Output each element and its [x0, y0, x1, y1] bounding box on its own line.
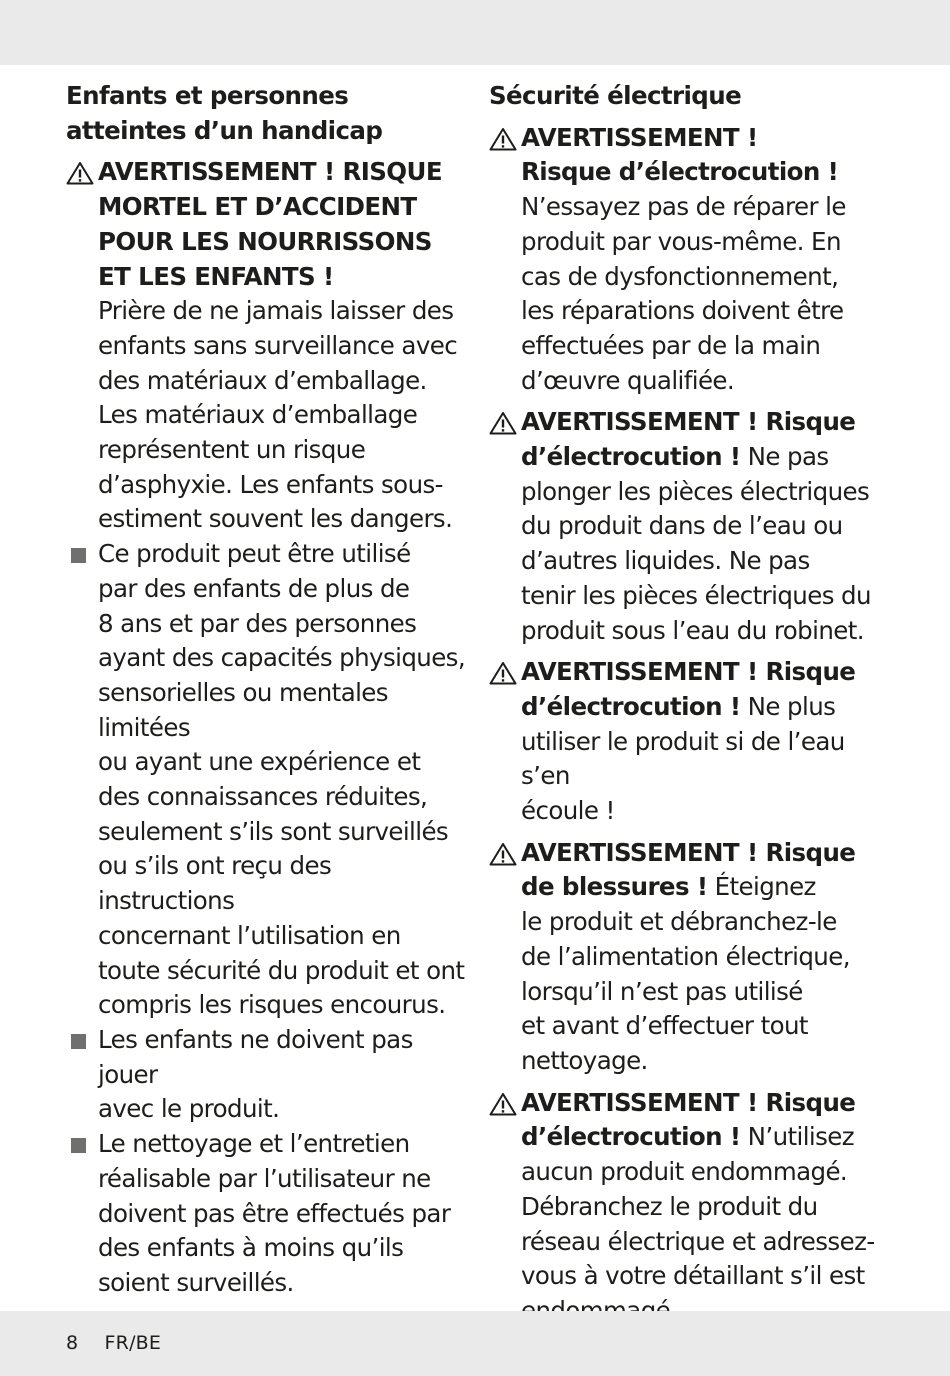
left-column [66, 79, 468, 1301]
body-line: doivent pas être effectués par [98, 1198, 451, 1228]
warning-line [521, 1190, 889, 1225]
warning-line [521, 1155, 889, 1190]
warning-title-text: AVERTISSEMENT ! [521, 122, 758, 152]
body-text: produit par vous-même. En [521, 226, 841, 256]
warning-title-text: AVERTISSEMENT ! Risque [521, 407, 856, 437]
warning-line [521, 364, 889, 399]
body-line: ou s’ils ont reçu des instructions [98, 851, 332, 916]
warning-line [521, 1009, 889, 1044]
warning-line [521, 440, 889, 475]
body-text: du produit dans de l’eau ou [521, 511, 843, 541]
warning-line [521, 579, 889, 614]
body-text: écoule ! [521, 796, 615, 826]
body-text: nettoyage. [521, 1045, 648, 1075]
body-text: de l’alimentation électrique, [521, 941, 850, 971]
warning-line [521, 155, 889, 190]
warning-body [98, 294, 468, 537]
warning-line [521, 121, 889, 156]
warning-triangle-icon [489, 1092, 517, 1116]
body-line: Prière de ne jamais laisser des [98, 296, 454, 326]
body-text: produit sous l’eau du robinet. [521, 615, 864, 645]
warning-title-line: ET LES ENFANTS ! [98, 261, 334, 291]
warning-title-text: d’électrocution ! [521, 1122, 741, 1152]
warning-list [489, 121, 889, 1329]
heading-line: atteintes d’un handicap [66, 115, 383, 145]
warning-line [521, 836, 889, 871]
list-item [66, 1023, 468, 1127]
body-text: plonger les pièces électriques [521, 476, 870, 506]
body-line: des connaissances réduites, [98, 782, 428, 812]
body-line: estiment souvent les dangers. [98, 504, 453, 534]
warning-line [521, 725, 889, 794]
warning-line [521, 1086, 889, 1121]
body-line: avec le produit. [98, 1094, 280, 1124]
body-text: utiliser le produit si de l’eau s’en [521, 726, 845, 791]
body-line: ayant des capacités physiques, [98, 643, 466, 673]
warning-title-text: Risque d’électrocution ! [521, 157, 839, 187]
body-text: tenir les pièces électriques du [521, 580, 871, 610]
warning-title-line: POUR LES NOURRISSONS [98, 226, 432, 256]
warning-block [489, 405, 889, 648]
section-heading-children [66, 79, 468, 148]
body-text: Ne pas [740, 442, 829, 472]
warning-line [521, 940, 889, 975]
body-line: réalisable par l’utilisateur ne [98, 1163, 431, 1193]
body-text: N’essayez pas de réparer le [521, 192, 846, 222]
right-column [489, 79, 889, 1329]
body-text: Éteignez [707, 872, 816, 902]
body-text: N’utilisez [740, 1122, 855, 1152]
header-band [0, 0, 950, 65]
square-bullet-icon [71, 1138, 86, 1153]
warning-block [489, 121, 889, 399]
warning-triangle-icon [489, 842, 517, 866]
warning-triangle-icon [66, 161, 94, 185]
warning-line [521, 225, 889, 260]
warning-title-text: d’électrocution ! [521, 691, 741, 721]
heading-line: Enfants et personnes [66, 81, 349, 110]
warning-title-text: de blessures ! [521, 872, 708, 902]
list-item [66, 537, 468, 1023]
warning-title-text: d’électrocution ! [521, 442, 741, 472]
body-text: lorsqu’il n’est pas utilisé [521, 976, 803, 1006]
warning-line [521, 655, 889, 690]
warning-title-line: MORTEL ET D’ACCIDENT [98, 192, 417, 222]
body-text: cas de dysfonctionnement, [521, 261, 839, 291]
warning-triangle-icon [489, 411, 517, 435]
square-bullet-icon [71, 1034, 86, 1049]
body-line: seulement s’ils sont surveillés [98, 816, 449, 846]
section-heading-electrical: Sécurité électrique [489, 81, 742, 110]
body-text: et avant d’effectuer tout [521, 1011, 808, 1041]
warning-triangle-icon [489, 661, 517, 685]
body-line: soient surveillés. [98, 1267, 294, 1297]
body-text: réseau électrique et adressez- [521, 1226, 875, 1256]
warning-line [521, 614, 889, 649]
body-line: Les matériaux d’emballage [98, 400, 418, 430]
warning-title-line: AVERTISSEMENT ! RISQUE [98, 157, 442, 187]
warning-line [521, 870, 889, 905]
body-line: d’asphyxie. Les enfants sous- [98, 469, 443, 499]
body-line: sensorielles ou mentales limitées [98, 677, 388, 742]
warning-line [521, 294, 889, 329]
warning-line [521, 975, 889, 1010]
warning-block [66, 155, 468, 537]
warning-line [521, 475, 889, 510]
warning-line [521, 509, 889, 544]
warning-block [489, 655, 889, 829]
body-text: Débranchez le produit du [521, 1191, 818, 1221]
page-footer [66, 1332, 161, 1354]
body-text: Ne plus [740, 691, 836, 721]
body-line: par des enfants de plus de [98, 573, 410, 603]
body-text: effectuées par de la main [521, 330, 821, 360]
page-number: 8 [66, 1332, 79, 1354]
body-line: des matériaux d’emballage. [98, 365, 427, 395]
body-text: d’œuvre qualifiée. [521, 365, 735, 395]
warning-block [489, 1086, 889, 1329]
warning-block [489, 836, 889, 1079]
square-bullet-icon [71, 548, 86, 563]
body-line: Les enfants ne doivent pas jouer [98, 1024, 413, 1089]
body-line: toute sécurité du produit et ont [98, 955, 465, 985]
body-text: d’autres liquides. Ne pas [521, 546, 810, 576]
warning-title [98, 155, 468, 294]
warning-line [521, 1259, 889, 1294]
body-line: concernant l’utilisation en [98, 920, 401, 950]
warning-line [521, 690, 889, 725]
body-text: aucun produit endommagé. [521, 1157, 848, 1187]
body-line: compris les risques encourus. [98, 990, 446, 1020]
body-text: les réparations doivent être [521, 296, 844, 326]
warning-line [521, 544, 889, 579]
warning-line [521, 260, 889, 295]
warning-title-text: AVERTISSEMENT ! Risque [521, 1087, 856, 1117]
warning-line [521, 1044, 889, 1079]
locale-label: FR/BE [104, 1332, 162, 1354]
list-item [66, 1127, 468, 1301]
warning-line [521, 190, 889, 225]
body-line: Le nettoyage et l’entretien [98, 1129, 410, 1159]
body-line: Ce produit peut être utilisé [98, 539, 411, 569]
body-line: enfants sans surveillance avec [98, 330, 458, 360]
warning-line [521, 405, 889, 440]
warning-line [521, 794, 889, 829]
warning-line [521, 905, 889, 940]
warning-line [521, 329, 889, 364]
warning-title-text: AVERTISSEMENT ! Risque [521, 657, 856, 687]
warning-line [521, 1120, 889, 1155]
warning-title-text: AVERTISSEMENT ! Risque [521, 837, 856, 867]
body-text: vous à votre détaillant s’il est [521, 1261, 865, 1291]
warning-line [521, 1225, 889, 1260]
body-line: représentent un risque [98, 435, 366, 465]
body-line: 8 ans et par des personnes [98, 608, 417, 638]
body-line: ou ayant une expérience et [98, 747, 421, 777]
body-line: des enfants à moins qu’ils [98, 1233, 404, 1263]
body-text: le produit et débranchez-le [521, 907, 837, 937]
warning-triangle-icon [489, 127, 517, 151]
